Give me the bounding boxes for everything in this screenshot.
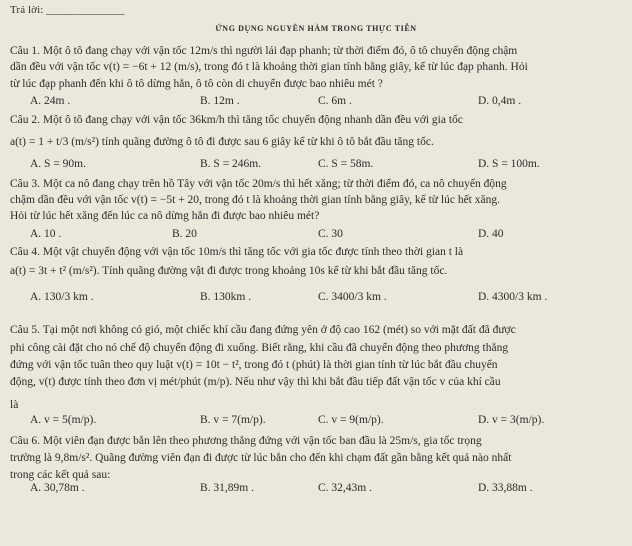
question-text: dần đều với vận tốc v(t) = −6t + 12 (m/s), trong đó t là khoảng thời gian tính bằng giây, kể từ lúc đạp phanh. Hỏi xyxy=(10,61,528,73)
option-c: C. 30 xyxy=(318,228,343,240)
question-text: Câu 2. Một ô tô đang chạy với vận tốc 36km/h thì tăng tốc chuyển động nhanh dần đều với gia tốc xyxy=(10,114,463,126)
option-c: C. S = 58m. xyxy=(318,158,374,170)
option-a: A. 130/3 km . xyxy=(30,291,94,303)
option-d: D. S = 100m. xyxy=(478,158,540,170)
option-d: D. 33,88m . xyxy=(478,482,533,494)
question-text: trong các kết quả sau: xyxy=(10,469,111,481)
option-c: C. 6m . xyxy=(318,95,352,107)
question-text: chậm dần đều với vận tốc v(t) = −5t + 20, trong đó t là khoảng thời gian tính bằng giây, kể từ lúc hết xăng. xyxy=(10,194,500,206)
option-d: D. v = 3(m/p). xyxy=(478,414,545,426)
option-a: A. 30,78m . xyxy=(30,482,85,494)
question-text: là xyxy=(10,399,19,411)
option-c: C. 32,43m . xyxy=(318,482,372,494)
question-text: Câu 5. Tại một nơi không có gió, một chiếc khí cầu đang đứng yên ở độ cao 162 (mét) so với mặt đất đã được xyxy=(10,324,516,336)
question-text: a(t) = 1 + t/3 (m/s²) tính quãng đường ô tô đi được sau 6 giây kể từ khi ô tô bắt đầu tăng tốc. xyxy=(10,136,434,148)
question-text: Câu 3. Một ca nô đang chạy trên hồ Tây với vận tốc 20m/s thì hết xăng; từ thời điểm đó, ca nô chuyển động xyxy=(10,178,507,190)
option-d: D. 0,4m . xyxy=(478,95,522,107)
question-text: Câu 1. Một ô tô đang chạy với vận tốc 12m/s thì người lái đạp phanh; từ thời điểm đó, ô tô chuyển động chậm xyxy=(10,45,518,57)
question-text: đứng với vận tốc tuân theo quy luật v(t) = 10t − t², trong đó t (phút) là thời gian tính từ lúc bắt đầu chuyển xyxy=(10,359,498,371)
question-text: từ lúc đạp phanh đến khi ô tô dừng hẳn, ô tô còn di chuyển được bao nhiêu mét ? xyxy=(10,78,383,90)
option-d: D. 4300/3 km . xyxy=(478,291,548,303)
option-c: C. 3400/3 km . xyxy=(318,291,387,303)
option-b: B. S = 246m. xyxy=(200,158,262,170)
question-text: a(t) = 3t + t² (m/s²). Tính quãng đường vật đi được trong khoảng 10s kể từ khi bắt đầu tăng tốc. xyxy=(10,265,448,277)
answer-label: Trả lời: ______________ xyxy=(10,4,125,16)
question-text: Câu 4. Một vật chuyển động với vận tốc 10m/s thì tăng tốc với gia tốc được tính theo thời gian t là xyxy=(10,246,464,258)
question-text: trường là 9,8m/s². Quãng đường viên đạn đi được từ lúc bắn cho đến khi chạm đất gần bằng kết quả nào nhất xyxy=(10,452,512,464)
question-text: Câu 6. Một viên đạn được bắn lên theo phương thẳng đứng với vận tốc ban đầu là 25m/s, gia tốc trọng xyxy=(10,435,482,447)
option-a: A. 24m . xyxy=(30,95,71,107)
question-text: phi công cài đặt cho nó chế độ chuyển động đi xuống. Biết rằng, khi cầu đã chuyển động theo phương thẳng xyxy=(10,342,509,354)
option-b: B. 20 xyxy=(172,228,197,240)
option-a: A. v = 5(m/p). xyxy=(30,414,97,426)
option-d: D. 40 xyxy=(478,228,504,240)
option-b: B. 130km . xyxy=(200,291,252,303)
option-a: A. 10 . xyxy=(30,228,62,240)
worksheet-title: ỨNG DỤNG NGUYÊN HÀM TRONG THỰC TIỄN xyxy=(215,24,417,33)
option-a: A. S = 90m. xyxy=(30,158,87,170)
option-b: B. v = 7(m/p). xyxy=(200,414,266,426)
question-text: động, v(t) được tính theo đơn vị mét/phút (m/p). Nếu như vậy thì khi bắt đầu tiếp đất vận tốc v của khí cầu xyxy=(10,376,501,388)
option-b: B. 12m . xyxy=(200,95,240,107)
option-c: C. v = 9(m/p). xyxy=(318,414,384,426)
question-text: Hỏi từ lúc hết xăng đến lúc ca nô dừng hẳn đi được bao nhiêu mét? xyxy=(10,210,320,222)
option-b: B. 31,89m . xyxy=(200,482,254,494)
